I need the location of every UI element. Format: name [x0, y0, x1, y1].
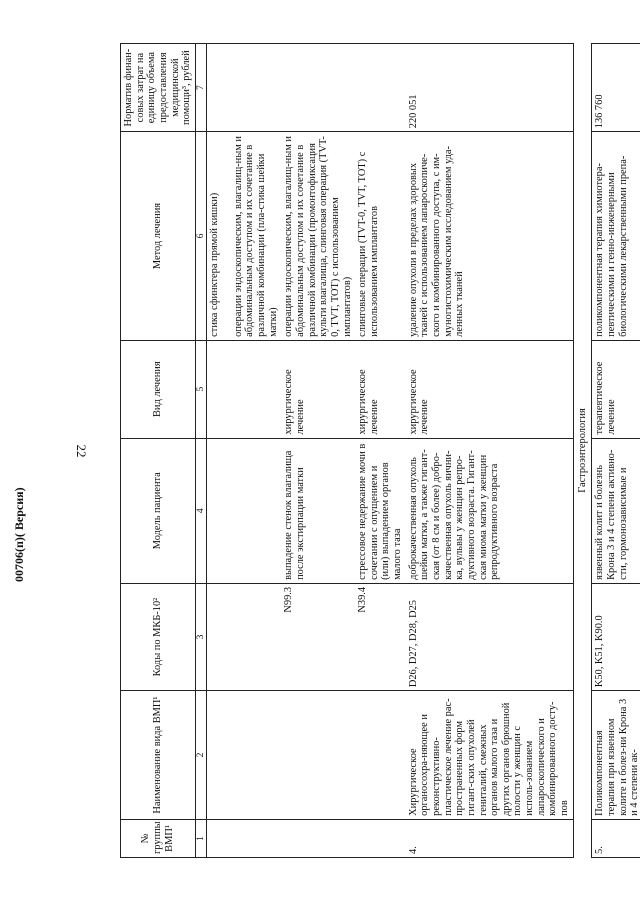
- cell-group-number: [281, 819, 355, 857]
- header-patient-model: Модель пациента: [121, 438, 196, 583]
- cell-vmp-name: [281, 691, 355, 820]
- header-vmp-name: Наименование вида ВМП¹: [121, 691, 196, 820]
- section-title: Гастроэнтерология: [573, 44, 592, 858]
- cell-treatment-type: [207, 340, 281, 438]
- table-row: [355, 44, 406, 858]
- table-row: [281, 44, 355, 858]
- cell-group-number: 5.: [592, 819, 640, 857]
- column-number: 2: [195, 691, 207, 820]
- cell-treatment-method: удаление опухоли в пределах здоровых тканей с использованием лапароскопиче-ского и комбинированного доступа, с им-муногистохимическим исследованием уда-ленных тканей: [406, 132, 573, 341]
- table-row: [207, 44, 281, 858]
- cell-cost: [207, 44, 281, 132]
- cell-patient-model: стрессовое недержание мочи в сочетании с опущением и (или) выпадением органов малого таза: [355, 438, 406, 583]
- header-cost-norm: Норматив финан-совых затрат на единицу объема предоставления медицинской помощи³, рублей: [121, 44, 196, 132]
- section-row: [573, 44, 592, 858]
- cell-treatment-method: стика сфинктера прямой кишки) операции эндоскопическим, влагалищ-ным и абдоминальным доступом и их сочетание в различной комбинации (пла-стика шейки матки): [207, 132, 281, 341]
- header-treatment-method: Метод лечения: [121, 132, 196, 341]
- cell-treatment-type: хирургическое лечение: [406, 340, 573, 438]
- cell-cost: 136 760: [592, 44, 640, 132]
- cell-treatment-type: хирургическое лечение: [281, 340, 355, 438]
- cell-icd-codes: N39.4: [355, 583, 406, 690]
- cell-icd-codes: K50, K51, K90.0: [592, 583, 640, 690]
- cell-treatment-type: хирургическое лечение: [355, 340, 406, 438]
- cell-vmp-name: Поликомпонентная терапия при язвенном колите и болез-ни Крона 3 и 4 степени ак-: [592, 691, 640, 820]
- cell-icd-codes: N99.3: [281, 583, 355, 690]
- column-number: 1: [195, 819, 207, 857]
- cell-vmp-name: Хирургическое органосохра-няющее и реконструктивно-пластическое лечение рас-пространенных форм гигант-ских опухолей гениталий, смежных органов малого таза и других органов брюшной полости у женщин с исполь-зованием лапароскопического и комбинированного досту-пов: [406, 691, 573, 820]
- cell-vmp-name: [355, 691, 406, 820]
- cell-patient-model: язвенный колит и болезнь Крона 3 и 4 степени активно-сти, гормонозависимые и: [592, 438, 640, 583]
- cell-icd-codes: D26, D27, D28, D25: [406, 583, 573, 690]
- page-number: 22: [74, 444, 89, 458]
- table-row: [406, 44, 573, 858]
- cell-treatment-method: поликомпонентная терапия химиотера-певтическими и генно-инженерными биологическими лекарственными препа-: [592, 132, 640, 341]
- column-number: 5: [195, 340, 207, 438]
- header-treatment-type: Вид лечения: [121, 340, 196, 438]
- cell-patient-model: [207, 438, 281, 583]
- cell-group-number: [207, 819, 281, 857]
- header-group-number: № группы ВМП¹: [121, 819, 196, 857]
- cell-patient-model: выпадение стенок влагалища после экстирпации матки: [281, 438, 355, 583]
- cell-cost: [355, 44, 406, 132]
- cell-cost: 220 051: [406, 44, 573, 132]
- table-row: [592, 44, 640, 858]
- column-number-row: [195, 44, 207, 858]
- column-number: 7: [195, 44, 207, 132]
- cell-treatment-type: терапевтическое лечение: [592, 340, 640, 438]
- column-number: 4: [195, 438, 207, 583]
- document-footer: 00706(п)( Версия): [12, 487, 26, 582]
- cell-treatment-method: операции эндоскопическим, влагалищ-ным и абдоминальным доступом и их сочетание в различной комбинации (промонтофиксация культи влагалища, слинговая операция (TVT-0, TVT, TOT) с использованием имплантатов): [281, 132, 355, 341]
- cell-patient-model: доброкачественная опухоль шейки матки, а также гигант-ская (от 8 см и более) добро-качественная опухоль яични-ка, вульвы у женщин репро-дуктивного возраста. Гигант-ская миома матки у женщин репродуктивного возраста: [406, 438, 573, 583]
- header-icd-codes: Коды по МКБ-10²: [121, 583, 196, 690]
- cell-group-number: 4.: [406, 819, 573, 857]
- header-row: [121, 44, 196, 858]
- cell-cost: [281, 44, 355, 132]
- cell-treatment-method: слинговые операции (TVT-0, TVT, TOT) с использованием имплантатов: [355, 132, 406, 341]
- column-number: 3: [195, 583, 207, 690]
- cell-group-number: [355, 819, 406, 857]
- cell-vmp-name: [207, 691, 281, 820]
- vmp-table: [120, 43, 640, 858]
- cell-icd-codes: [207, 583, 281, 690]
- rotated-page: [120, 43, 640, 858]
- column-number: 6: [195, 132, 207, 341]
